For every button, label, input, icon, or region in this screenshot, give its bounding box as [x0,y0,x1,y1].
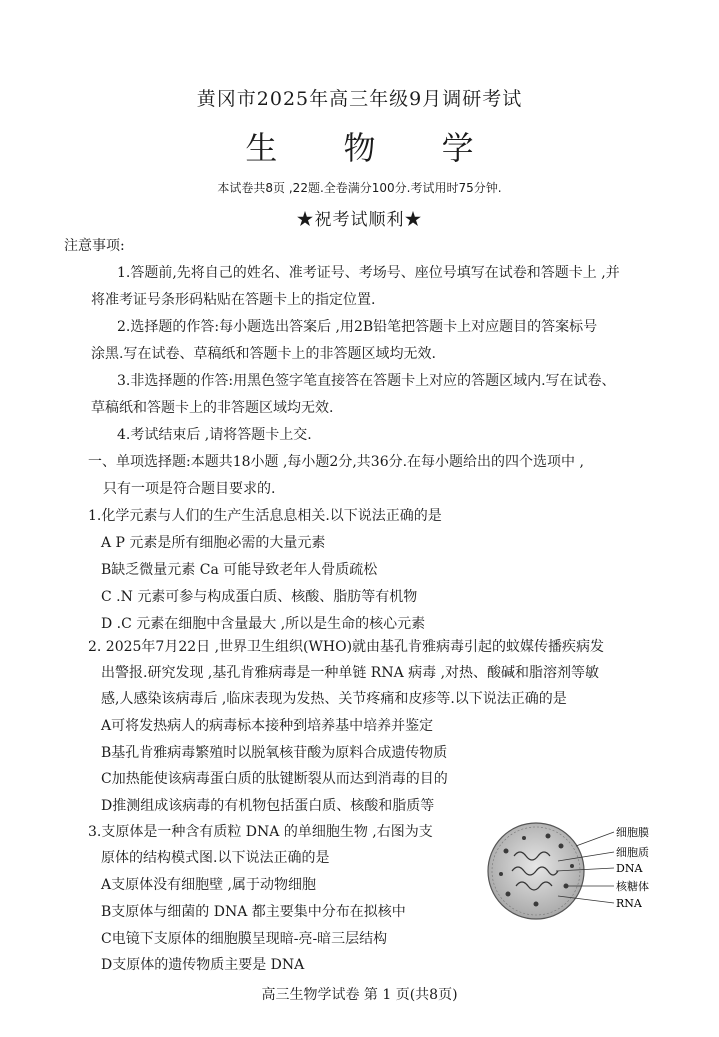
notice-item-3-cont: 草稿纸和答题卡上的非答题区域均无效. [91,400,334,416]
mycoplasma-diagram [486,816,666,926]
question-1-stem: 1.化学元素与人们的生产生活息息相关.以下说法正确的是 [88,508,442,524]
question-1-option-d: D .C 元素在细胞中含量最大 ,所以是生命的核心元素 [101,616,426,632]
question-1-option-a: A P 元素是所有细胞必需的大量元素 [101,535,326,551]
notice-item-2: 2.选择题的作答:每小题选出答案后 ,用2B铅笔把答题卡上对应题目的答案标号 [117,319,598,335]
label-dna: DNA [616,862,643,875]
question-3-stem: 3.支原体是一种含有质粒 DNA 的单细胞生物 ,右图为支 [88,824,433,840]
question-3-option-d: D支原体的遗传物质主要是 DNA [101,957,305,973]
page-footer: 高三生物学试卷 第 1 页(共8页) [261,987,458,1003]
label-ribosome: 核糖体 [616,880,649,893]
question-2-stem-cont-2: 感,人感染该病毒后 ,临床表现为发热、关节疼痛和皮疹等.以下说法正确的是 [101,691,567,707]
exam-title: 黄冈市2025年高三年级9月调研考试 [196,88,523,110]
question-3-option-a: A支原体没有细胞壁 ,属于动物细胞 [101,877,317,893]
label-cytoplasm: 细胞质 [616,846,649,859]
mycoplasma-structure-figure [486,816,666,926]
question-2-option-c: C加热能使该病毒蛋白质的肽键断裂从而达到消毒的目的 [101,771,448,787]
question-3-option-c: C电镜下支原体的细胞膜呈现暗-亮-暗三层结构 [101,931,388,947]
question-2-stem-cont-1: 出警报.研究发现 ,基孔肯雅病毒是一种单链 RNA 病毒 ,对热、酸碱和脂溶剂等敏 [101,665,600,681]
question-2-option-a: A可将发热病人的病毒标本接种到培养基中培养并鉴定 [101,718,434,734]
notice-item-2-cont: 涂黑.写在试卷、草稿纸和答题卡上的非答题区域均无效. [91,346,436,362]
notice-heading: 注意事项: [64,238,125,254]
notice-item-3: 3.非选择题的作答:用黑色签字笔直接答在答题卡上对应的答题区域内.写在试卷、 [117,373,616,389]
question-3-stem-cont: 原体的结构模式图.以下说法正确的是 [101,850,330,866]
question-2-option-d: D推测组成该病毒的有机物包括蛋白质、核酸和脂质等 [101,798,435,814]
exam-info: 本试卷共8页 ,22题.全卷满分100分.考试用时75分钟. [217,181,502,195]
question-3-option-b: B支原体与细菌的 DNA 都主要集中分布在拟核中 [101,904,406,920]
label-cell-membrane: 细胞膜 [616,826,649,839]
subject-title: 生 物 学 [245,129,502,167]
question-1-option-b: B缺乏微量元素 Ca 可能导致老年人骨质疏松 [101,562,378,578]
notice-item-1: 1.答题前,先将自己的姓名、准考证号、考场号、座位号填写在试卷和答题卡上 ,并 [117,265,620,281]
question-2-stem: 2. 2025年7月22日 ,世界卫生组织(WHO)就由基孔肯雅病毒引起的蚊媒传播疾病发 [88,639,605,655]
notice-item-1-cont: 将准考证号条形码粘贴在答题卡上的指定位置. [91,292,376,308]
good-luck-banner: ★祝考试顺利★ [296,210,423,230]
question-1-option-c: C .N 元素可参与构成蛋白质、核酸、脂肪等有机物 [101,589,418,605]
notice-item-4: 4.考试结束后 ,请将答题卡上交. [117,427,312,443]
section-heading-cont: 只有一项是符合题目要求的. [103,481,276,497]
label-rna: RNA [616,897,642,910]
section-heading: 一、单项选择题:本题共18小题 ,每小题2分,共36分.在每小题给出的四个选项中 , [88,454,584,470]
question-2-option-b: B基孔肯雅病毒繁殖时以脱氧核苷酸为原料合成遗传物质 [101,745,448,761]
